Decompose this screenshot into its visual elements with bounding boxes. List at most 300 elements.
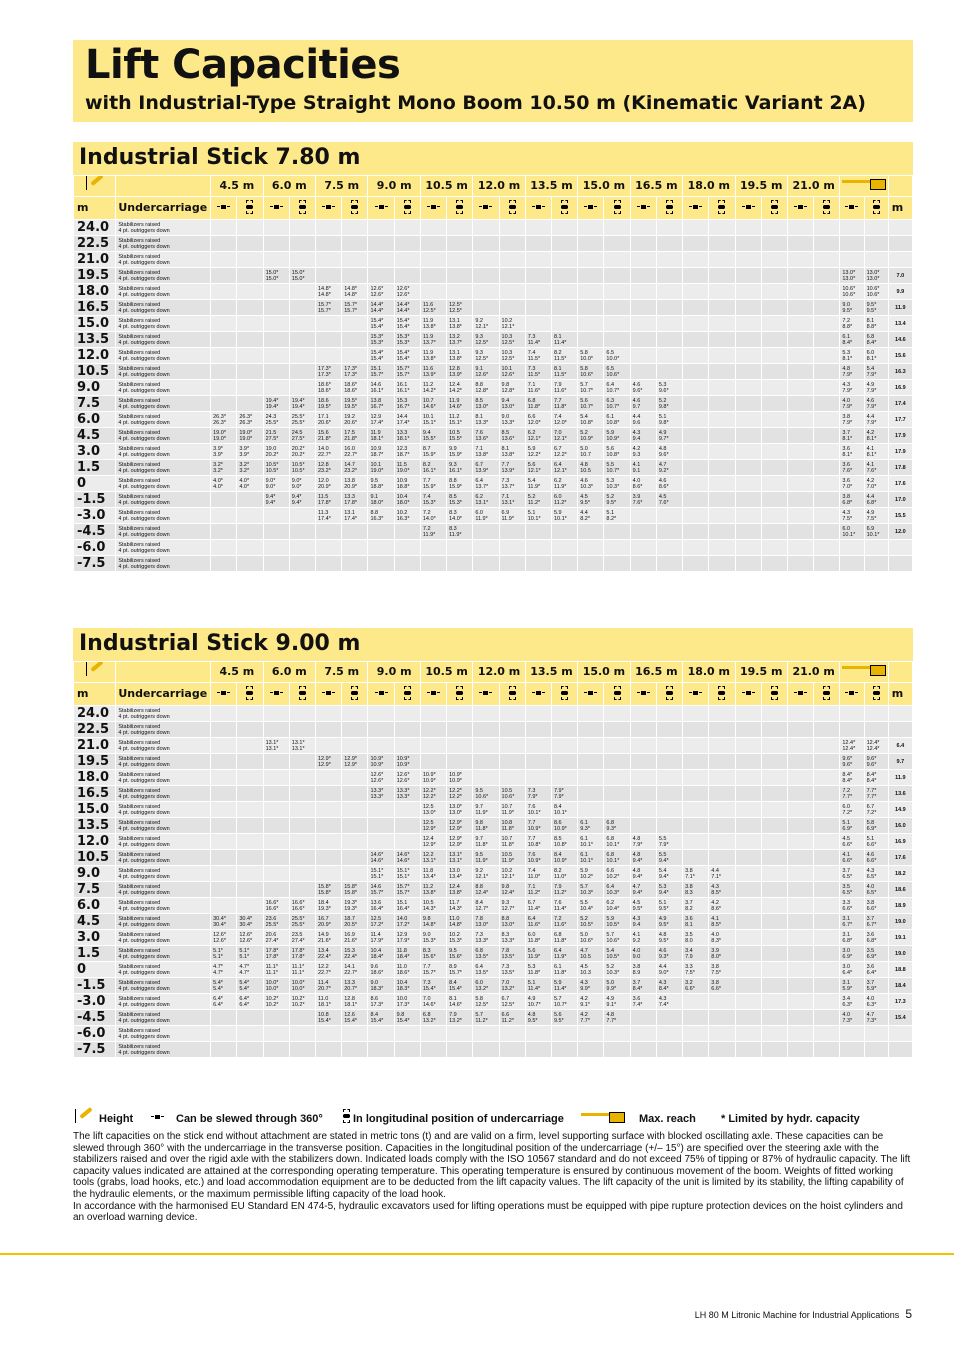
capacity-cell <box>420 396 446 412</box>
capacity-outriggers: 10.1* <box>606 857 620 864</box>
capacity-cell <box>499 396 525 412</box>
undercarriage-line: 4 pt. outriggers down <box>118 483 170 490</box>
capacity-cell <box>237 332 263 348</box>
undercarriage-label <box>116 818 211 834</box>
capacity-raised: 19.0 <box>265 445 277 452</box>
capacity-cell <box>709 946 735 962</box>
capacity-raised: 7.3 <box>527 787 536 794</box>
table-row <box>74 284 913 300</box>
height-value: 16.5 <box>74 786 116 802</box>
capacity-raised: 17.8* <box>265 947 279 954</box>
radius-header: 7.5 m <box>316 662 368 683</box>
capacity-cell <box>368 786 394 802</box>
capacity-outriggers: 4.0* <box>213 483 223 490</box>
max-reach-capacity: 4.0 6.3* <box>864 994 888 1010</box>
capacity-cell <box>787 1042 813 1058</box>
capacity-raised: 10.1 <box>501 365 513 372</box>
capacity-raised: 3.4 <box>685 947 693 954</box>
capacity-cell <box>394 914 420 930</box>
capacity-cell <box>316 738 342 754</box>
capacity-outriggers: 13.0* <box>501 921 515 928</box>
undercarriage-line: Stabilizers raised <box>118 883 161 890</box>
capacity-raised: 11.5 <box>396 461 407 468</box>
capacity-raised: 7.7 <box>501 461 510 468</box>
table-row <box>74 898 913 914</box>
capacity-raised: 6.1 <box>580 819 588 826</box>
capacity-cell <box>604 236 630 252</box>
capacity-raised: 8.5 <box>501 429 510 436</box>
capacity-outriggers: 15.3* <box>422 937 436 944</box>
capacity-cell <box>211 284 237 300</box>
capacity-cell <box>447 1042 473 1058</box>
undercarriage-line: 4 pt. outriggers down <box>118 1049 170 1056</box>
capacity-outriggers: 27.4* <box>291 937 305 944</box>
capacity-outriggers: 15.4* <box>422 985 436 992</box>
undercarriage-line: Stabilizers raised <box>118 947 161 954</box>
capacity-cell <box>551 508 577 524</box>
max-reach-capacity: 3.6 8.1* <box>840 444 864 460</box>
max-reach-capacity <box>840 1026 864 1042</box>
capacity-cell <box>814 300 840 316</box>
capacity-outriggers: 9.0* <box>265 483 276 490</box>
capacity-cell <box>551 444 577 460</box>
capacity-cell <box>578 1010 604 1026</box>
capacity-cell <box>420 1042 446 1058</box>
capacity-outriggers: 13.2* <box>475 985 489 992</box>
capacity-outriggers: 12.6* <box>213 937 226 944</box>
slew-360-icon <box>420 197 446 220</box>
capacity-cell <box>420 738 446 754</box>
capacity-raised: 25.5* <box>291 915 305 922</box>
capacity-cell <box>499 348 525 364</box>
capacity-cell <box>735 1010 761 1026</box>
max-reach-capacity <box>864 540 888 556</box>
capacity-cell <box>525 754 551 770</box>
capacity-raised: 7.6 <box>527 803 536 810</box>
capacity-cell <box>211 754 237 770</box>
capacity-raised: 5.6 <box>527 947 536 954</box>
max-reach-value: 11.9 <box>888 300 912 316</box>
capacity-outriggers: 7.1* <box>711 873 722 880</box>
capacity-outriggers: 7.1* <box>685 873 695 880</box>
capacity-cell <box>316 834 342 850</box>
capacity-cell <box>551 252 577 268</box>
capacity-cell <box>263 396 289 412</box>
capacity-cell <box>447 364 473 380</box>
capacity-cell <box>551 866 577 882</box>
capacity-cell <box>683 786 709 802</box>
capacity-cell <box>525 460 551 476</box>
capacity-raised: 8.1 <box>449 995 457 1002</box>
max-reach-capacity <box>864 236 888 252</box>
capacity-cell <box>420 802 446 818</box>
capacity-cell <box>447 524 473 540</box>
capacity-outriggers: 13.5* <box>501 969 515 976</box>
capacity-outriggers: 9.8* <box>658 403 669 410</box>
capacity-cell <box>709 706 735 722</box>
slew-360-icon <box>630 197 656 220</box>
capacity-cell <box>420 524 446 540</box>
table-row <box>74 444 913 460</box>
capacity-cell <box>630 460 656 476</box>
undercarriage-line: Stabilizers raised <box>118 1011 161 1018</box>
capacity-raised: 9.0* <box>291 477 302 484</box>
capacity-cell <box>237 236 263 252</box>
capacity-cell <box>683 524 709 540</box>
capacity-raised: 11.2 <box>422 381 434 388</box>
capacity-raised: 9.1 <box>370 493 379 500</box>
undercarriage-label <box>116 540 211 556</box>
capacity-cell <box>342 866 368 882</box>
capacity-cell <box>447 540 473 556</box>
capacity-cell <box>211 332 237 348</box>
capacity-cell <box>342 428 368 444</box>
height-value: -6.0 <box>74 540 116 556</box>
capacity-cell <box>604 380 630 396</box>
body-text <box>73 1131 913 1224</box>
capacity-cell <box>447 962 473 978</box>
capacity-outriggers: 11.2* <box>553 889 567 896</box>
capacity-cell <box>289 364 315 380</box>
capacity-cell <box>709 722 735 738</box>
capacity-cell <box>368 866 394 882</box>
capacity-cell <box>525 738 551 754</box>
capacity-raised: 10.0* <box>291 979 305 986</box>
capacity-outriggers: 8.2* <box>580 515 590 522</box>
longitudinal-icon <box>814 197 840 220</box>
capacity-cell <box>761 738 787 754</box>
capacity-cell <box>683 930 709 946</box>
capacity-cell <box>656 476 682 492</box>
max-reach-value: 9.9 <box>888 284 912 300</box>
capacity-cell <box>447 754 473 770</box>
capacity-cell <box>630 850 656 866</box>
capacity-cell <box>630 946 656 962</box>
capacity-cell <box>709 818 735 834</box>
capacity-cell <box>525 962 551 978</box>
capacity-cell <box>683 380 709 396</box>
capacity-raised: 6.4 <box>606 381 615 388</box>
capacity-cell <box>420 348 446 364</box>
capacity-raised: 5.1 <box>606 509 615 516</box>
capacity-cell <box>499 508 525 524</box>
capacity-raised: 12.6 <box>344 1011 355 1018</box>
capacity-cell <box>656 444 682 460</box>
capacity-cell <box>761 754 787 770</box>
capacity-cell <box>289 476 315 492</box>
capacity-cell <box>735 508 761 524</box>
capacity-cell <box>787 508 813 524</box>
capacity-raised: 4.0 <box>711 931 719 938</box>
capacity-outriggers: 17.8* <box>344 499 358 506</box>
capacity-cell <box>237 220 263 236</box>
capacity-cell <box>709 300 735 316</box>
capacity-outriggers: 20.6* <box>344 419 358 426</box>
capacity-cell <box>447 802 473 818</box>
undercarriage-label <box>116 914 211 930</box>
height-value: 10.5 <box>74 850 116 866</box>
capacity-cell <box>342 1042 368 1058</box>
capacity-outriggers: 15.9* <box>449 483 462 490</box>
capacity-raised: 10.0* <box>265 979 279 986</box>
capacity-raised: 14.6 <box>370 883 382 890</box>
capacity-raised: 9.8 <box>501 883 510 890</box>
capacity-outriggers: 9.2* <box>658 467 669 474</box>
capacity-cell <box>761 380 787 396</box>
capacity-cell <box>316 818 342 834</box>
capacity-cell <box>237 834 263 850</box>
undercarriage-line: Stabilizers raised <box>118 995 161 1002</box>
capacity-outriggers: 17.9* <box>396 937 410 944</box>
page-subtitle: with Industrial-Type Straight Mono Boom 10.50 m (Kinematic Variant 2A) <box>85 92 866 114</box>
capacity-raised: 3.6 <box>685 915 693 922</box>
capacity-cell <box>342 316 368 332</box>
capacity-outriggers: 22.7* <box>344 969 358 976</box>
capacity-outriggers: 18.6* <box>370 969 384 976</box>
table-row <box>74 524 913 540</box>
table-row <box>74 492 913 508</box>
capacity-outriggers: 27.5* <box>265 435 279 442</box>
capacity-outriggers: 13.7* <box>422 339 436 346</box>
undercarriage-line: 4 pt. outriggers down <box>118 825 170 832</box>
capacity-cell <box>394 786 420 802</box>
capacity-raised: 7.3 <box>422 979 431 986</box>
capacity-cell <box>683 834 709 850</box>
capacity-cell <box>578 412 604 428</box>
capacity-cell <box>499 722 525 738</box>
undercarriage-line: 4 pt. outriggers down <box>118 1001 170 1008</box>
capacity-raised: 5.9 <box>580 867 588 874</box>
body-paragraph: In accordance with the harmonised EU Standard EN 474-5, hydraulic excavators used for lifting operations must be equipped with pipe rupture protection devices on the hoist cylinders and an overload warning device. <box>73 1200 903 1224</box>
capacity-cell <box>394 252 420 268</box>
capacity-cell <box>709 524 735 540</box>
capacity-cell <box>394 738 420 754</box>
table-row <box>74 722 913 738</box>
max-reach-value <box>888 1042 912 1058</box>
capacity-cell <box>499 898 525 914</box>
undercarriage-label <box>116 364 211 380</box>
capacity-cell <box>473 348 499 364</box>
capacity-cell <box>289 540 315 556</box>
capacity-cell <box>630 818 656 834</box>
capacity-raised: 11.3 <box>318 509 329 516</box>
capacity-raised: 5.4 <box>658 867 667 874</box>
capacity-outriggers: 16.1* <box>396 387 410 394</box>
capacity-outriggers: 14.6* <box>449 1001 462 1008</box>
capacity-raised: 18.6* <box>318 381 331 388</box>
capacity-cell <box>499 914 525 930</box>
capacity-cell <box>735 930 761 946</box>
capacity-raised: 6.8 <box>606 835 615 842</box>
capacity-outriggers: 10.5* <box>580 921 594 928</box>
capacity-cell <box>525 978 551 994</box>
capacity-cell <box>578 428 604 444</box>
capacity-raised: 13.1* <box>449 851 462 858</box>
slew-360-icon <box>787 683 813 706</box>
capacity-cell <box>656 300 682 316</box>
capacity-cell <box>525 898 551 914</box>
capacity-raised: 7.4 <box>527 349 536 356</box>
capacity-outriggers: 9.3* <box>606 825 617 832</box>
capacity-outriggers: 6.6* <box>711 985 722 992</box>
capacity-cell <box>551 930 577 946</box>
capacity-cell <box>447 268 473 284</box>
capacity-outriggers: 10.8* <box>527 841 541 848</box>
capacity-cell <box>787 930 813 946</box>
capacity-raised: 9.5 <box>475 851 483 858</box>
slew-360-icon <box>683 197 709 220</box>
undercarriage-label <box>116 834 211 850</box>
table-row <box>74 332 913 348</box>
capacity-cell <box>447 556 473 572</box>
capacity-cell <box>735 706 761 722</box>
capacity-cell <box>237 898 263 914</box>
capacity-cell <box>656 914 682 930</box>
height-value: 22.5 <box>74 722 116 738</box>
undercarriage-line: 4 pt. outriggers down <box>118 889 170 896</box>
capacity-cell <box>263 220 289 236</box>
undercarriage-line: 4 pt. outriggers down <box>118 307 170 314</box>
undercarriage-line: Stabilizers raised <box>118 365 161 372</box>
capacity-raised: 13.8 <box>344 477 355 484</box>
capacity-cell <box>761 850 787 866</box>
capacity-cell <box>578 236 604 252</box>
capacity-raised: 7.9* <box>553 787 564 794</box>
capacity-cell <box>761 428 787 444</box>
max-reach-value: 16.9 <box>888 834 912 850</box>
longitudinal-icon <box>237 197 263 220</box>
capacity-outriggers: 18.8* <box>396 483 410 490</box>
capacity-cell <box>656 1010 682 1026</box>
radius-header: 21.0 m <box>787 662 839 683</box>
height-value: 19.5 <box>74 268 116 284</box>
capacity-cell <box>289 722 315 738</box>
capacity-cell <box>761 1010 787 1026</box>
capacity-raised: 5.5 <box>580 899 588 906</box>
capacity-cell <box>263 300 289 316</box>
capacity-cell <box>368 802 394 818</box>
capacity-outriggers: 10.1* <box>553 515 567 522</box>
capacity-cell <box>447 946 473 962</box>
capacity-outriggers: 17.9* <box>370 937 384 944</box>
capacity-outriggers: 8.2 <box>685 905 693 912</box>
capacity-outriggers: 18.0* <box>370 499 384 506</box>
capacity-cell <box>473 834 499 850</box>
longitudinal-icon <box>343 1109 350 1126</box>
capacity-outriggers: 15.0* <box>265 275 279 282</box>
capacity-cell <box>473 738 499 754</box>
capacity-cell <box>735 332 761 348</box>
capacity-outriggers: 25.5* <box>265 921 279 928</box>
capacity-raised: 11.9 <box>422 349 434 356</box>
capacity-cell <box>263 722 289 738</box>
capacity-cell <box>683 444 709 460</box>
capacity-outriggers: 15.7* <box>344 307 358 314</box>
capacity-cell <box>420 898 446 914</box>
capacity-raised: 15.0* <box>265 269 279 276</box>
capacity-cell <box>420 428 446 444</box>
capacity-outriggers: 10.7* <box>606 387 620 394</box>
capacity-cell <box>316 444 342 460</box>
capacity-cell <box>578 930 604 946</box>
capacity-cell <box>735 364 761 380</box>
stick-9-00-section <box>73 628 913 1058</box>
capacity-cell <box>761 412 787 428</box>
longitudinal-icon <box>604 197 630 220</box>
capacity-raised: 10.4 <box>370 947 382 954</box>
capacity-cell <box>289 268 315 284</box>
capacity-cell <box>787 444 813 460</box>
capacity-cell <box>656 492 682 508</box>
capacity-cell <box>263 850 289 866</box>
undercarriage-line: Stabilizers raised <box>118 301 161 308</box>
longitudinal-icon <box>394 197 420 220</box>
capacity-raised: 5.0 <box>606 979 615 986</box>
capacity-outriggers: 9.7 <box>632 403 641 410</box>
capacity-cell <box>656 882 682 898</box>
undercarriage-label <box>116 300 211 316</box>
capacity-cell <box>735 252 761 268</box>
capacity-outriggers: 27.5* <box>291 435 305 442</box>
capacity-raised: 10.5 <box>449 429 460 436</box>
capacity-raised: 8.6 <box>370 995 379 1002</box>
capacity-cell <box>342 722 368 738</box>
legend-reach: Max. reach <box>639 1113 696 1125</box>
undercarriage-label <box>116 492 211 508</box>
height-value: 24.0 <box>74 220 116 236</box>
capacity-cell <box>394 556 420 572</box>
capacity-outriggers: 11.2* <box>527 889 541 896</box>
capacity-raised: 30.4* <box>213 915 226 922</box>
capacity-raised: 8.5 <box>449 493 457 500</box>
capacity-cell <box>499 738 525 754</box>
table-row <box>74 882 913 898</box>
capacity-cell <box>420 476 446 492</box>
capacity-outriggers: 10.9* <box>527 857 541 864</box>
capacity-cell <box>316 850 342 866</box>
capacity-cell <box>551 962 577 978</box>
capacity-raised: 4.8 <box>580 461 588 468</box>
capacity-cell <box>709 786 735 802</box>
radius-header: 4.5 m <box>211 662 263 683</box>
capacity-cell <box>447 412 473 428</box>
capacity-cell <box>578 850 604 866</box>
capacity-cell <box>368 946 394 962</box>
capacity-outriggers: 11.4* <box>527 339 541 346</box>
capacity-cell <box>787 1026 813 1042</box>
capacity-outriggers: 12.5* <box>475 1001 489 1008</box>
capacity-cell <box>814 556 840 572</box>
max-reach-capacity: 4.0 7.3* <box>840 1010 864 1026</box>
capacity-cell <box>447 1026 473 1042</box>
capacity-outriggers: 7.6* <box>632 499 643 506</box>
capacity-cell <box>578 914 604 930</box>
capacity-cell <box>316 460 342 476</box>
capacity-cell <box>814 722 840 738</box>
capacity-cell <box>578 268 604 284</box>
undercarriage-line: Stabilizers raised <box>118 557 161 564</box>
table-row <box>74 738 913 754</box>
max-reach-value: 17.6 <box>888 476 912 492</box>
capacity-cell <box>709 492 735 508</box>
capacity-cell <box>578 818 604 834</box>
capacity-raised: 7.8 <box>475 915 483 922</box>
capacity-outriggers: 15.3* <box>449 499 462 506</box>
capacity-cell <box>289 348 315 364</box>
capacity-cell <box>263 428 289 444</box>
capacity-cell <box>551 754 577 770</box>
table-row <box>74 396 913 412</box>
